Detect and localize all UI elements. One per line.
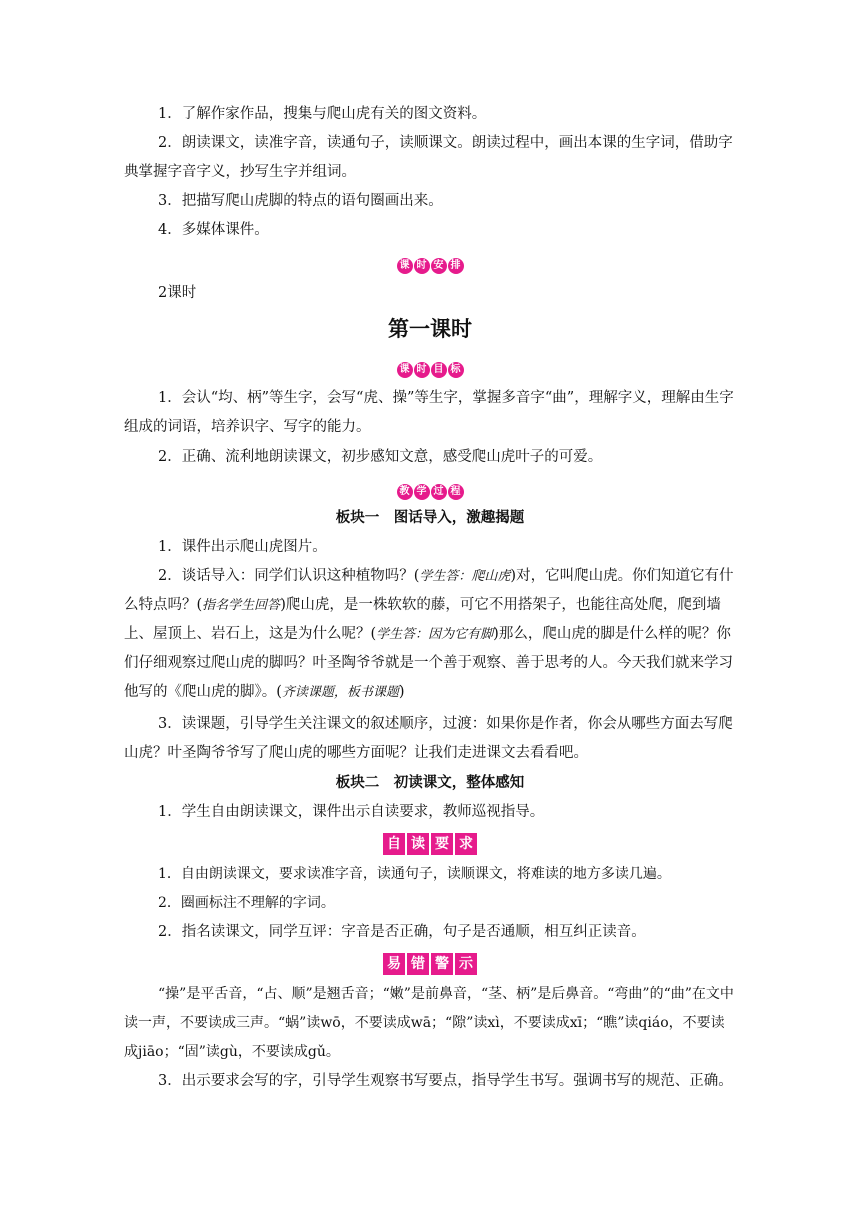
block2-p1: 1．学生自由朗读课文，课件出示自读要求，教师巡视指导。 <box>158 804 545 820</box>
self-read-req-2: 2．圈画标注不理解的字词。 <box>158 895 335 911</box>
self-read-req-1: 1．自由朗读课文，要求读准字音，读通句子，读顺课文，将难读的地方多读几遍。 <box>158 866 671 882</box>
prep-item-4: 4．多媒体课件。 <box>158 222 269 238</box>
class-hours: 2课时 <box>158 285 197 301</box>
badge-self-read: 自 读 要 求 <box>0 832 860 854</box>
prep-item-2: 2．朗读课文，读准字音，读通句子，读顺课文。朗读过程中，画出本课的生字词，借助字典掌握字音字义，抄写生字并组词。 <box>124 135 733 180</box>
badge-errors: 易 错 警 示 <box>0 952 860 974</box>
lesson-title: 第一课时 <box>388 317 472 341</box>
block2-p2: 2．指名读课文，同学互评：字音是否正确，句子是否通顺，相互纠正读音。 <box>158 924 646 940</box>
prep-item-1: 1．了解作家作品，搜集与爬山虎有关的图文资料。 <box>158 106 487 122</box>
goal-1: 1．会认“均、柄”等生字，会写“虎、操”等生字，掌握多音字“曲”，理解字义，理解由生字组成的词语，培养识字、写字的能力。 <box>124 390 734 435</box>
error-warning-text: “操”是平舌音，“占、顺”是翘舌音；“嫩”是前鼻音，“茎、柄”是后鼻音。“弯曲”的“曲”在文中读一声，不要读成三声。“蜗”读wō，不要读成wā；“隙”读xì，不要读成xī；“瞧”读qiáo，不要读成jiāo；“固”读gù，不要读成gǔ。 <box>124 986 734 1060</box>
block2-p3: 3．出示要求会写的字，引导学生观察书写要点，指导学生书写。强调书写的规范、正确。 <box>158 1073 733 1089</box>
prep-item-3: 3．把描写爬山虎脚的特点的语句圈画出来。 <box>158 193 443 209</box>
block1-p3: 3．读课题，引导学生关注课文的叙述顺序，过渡：如果你是作者，你会从哪些方面去写爬山虎？叶圣陶爷爷写了爬山虎的哪些方面呢？让我们走进课文去看看吧。 <box>124 716 733 761</box>
badge-schedule: 课 时 安 排 <box>0 253 860 272</box>
block1-heading: 板块一 图话导入，激趣揭题 <box>335 510 525 526</box>
goal-2: 2．正确、流利地朗读课文，初步感知文意，感受爬山虎叶子的可爱。 <box>158 449 603 465</box>
block2-heading: 板块二 初读课文，整体感知 <box>335 775 525 791</box>
block1-p1: 1．课件出示爬山虎图片。 <box>158 539 327 555</box>
badge-goals: 课 时 目 标 <box>0 357 860 376</box>
block1-p2: 2．谈话导入：同学们认识这种植物吗？(学生答：爬山虎)对，它叫爬山虎。你们知道它有什么特点吗？(指名学生回答)爬山虎，是一株软软的藤，可它不用搭架子，也能往高处爬，爬到墙上、屋顶上、岩石上，这是为什么呢？(学生答：因为它有脚)那么，爬山虎的脚是什么样的呢？你们仔细观察过爬山虎的脚吗？叶圣陶爷爷就是一个善于观察、善于思考的人。今天我们就来学习他写的《爬山虎的脚》。(齐读课题，板书课题) <box>124 568 734 700</box>
badge-process: 教 学 过 程 <box>0 479 860 498</box>
